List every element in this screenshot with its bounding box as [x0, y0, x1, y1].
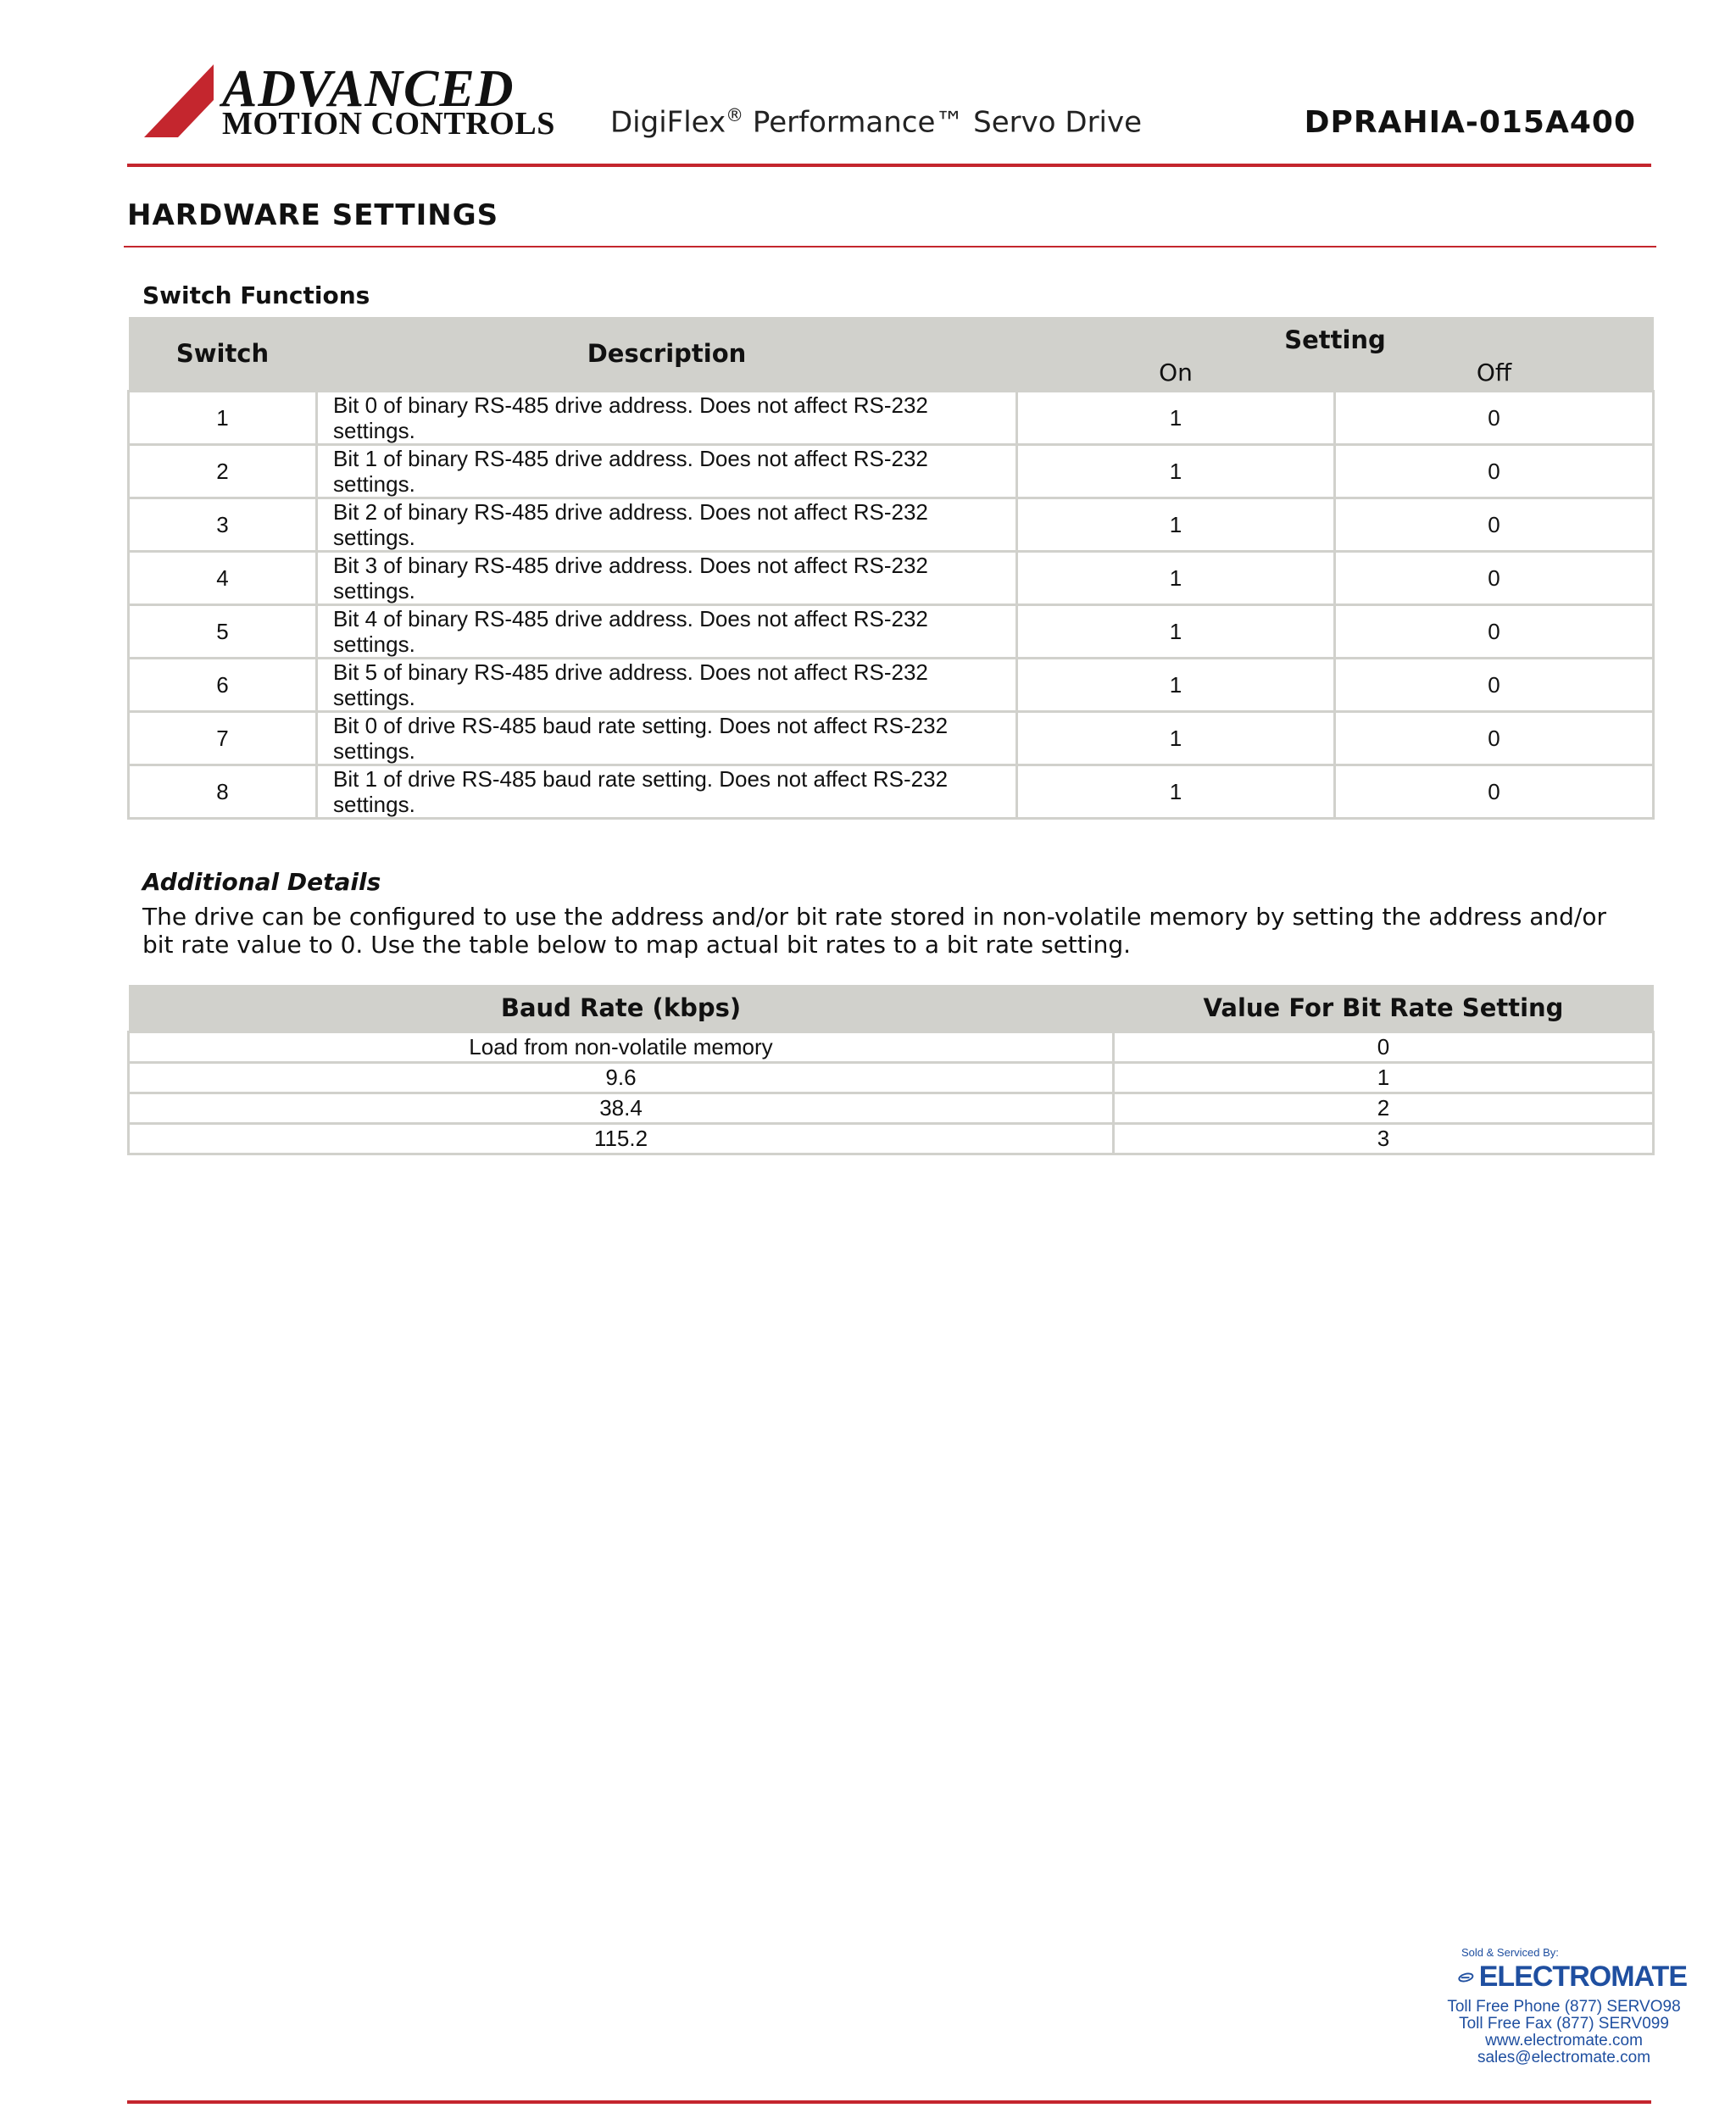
header-on: On	[1017, 354, 1335, 392]
electromate-logo-icon	[1458, 1964, 1474, 1991]
sold-by-label: Sold & Serviced By:	[1461, 1946, 1559, 1959]
switch-functions-title: Switch Functions	[142, 281, 370, 309]
baud-rate-table	[127, 985, 1652, 1155]
logo-triangle-icon	[144, 64, 220, 137]
switch-functions-table	[127, 317, 1652, 820]
header-divider	[127, 164, 1651, 167]
header-setting: Setting	[1017, 317, 1654, 354]
section-divider	[124, 246, 1656, 247]
part-number: DPRAHIA-015A400	[1304, 105, 1636, 140]
header-off: Off	[1335, 354, 1654, 392]
table-row: 115.2 3	[129, 1124, 1654, 1154]
product-name: DigiFlex® Performance™ Servo Drive	[610, 105, 1143, 140]
header-baud-rate: Baud Rate (kbps)	[129, 985, 1114, 1032]
logo-line2: MOTION CONTROLS	[222, 106, 555, 142]
email-link[interactable]: sales@electromate.com	[1477, 2049, 1651, 2066]
company-logo	[144, 60, 559, 142]
table-row: 3 Bit 2 of binary RS-485 drive address. Does not affect RS-232 settings. 1 0	[129, 498, 1654, 552]
table-row: 4 Bit 3 of binary RS-485 drive address. Does not affect RS-232 settings. 1 0	[129, 552, 1654, 605]
distributor-stamp	[1441, 1946, 1687, 2066]
table-row: 38.4 2	[129, 1093, 1654, 1124]
table-row: Load from non-volatile memory 0	[129, 1032, 1654, 1063]
header-description: Description	[317, 317, 1017, 392]
additional-details-text: The drive can be configured to use the address and/or bit rate stored in non-volatile memory by setting the address and/or bit rate value to 0. Use the table below to map actual bit rates to a bit rate setting.	[142, 903, 1606, 959]
header-bit-rate-value: Value For Bit Rate Setting	[1114, 985, 1654, 1032]
header-switch: Switch	[129, 317, 317, 392]
section-title: HARDWARE SETTINGS	[127, 198, 499, 232]
distributor-brand: ELECTROMATE	[1458, 1960, 1687, 1994]
website-link[interactable]: www.electromate.com	[1485, 2032, 1643, 2049]
additional-details-title: Additional Details	[142, 868, 381, 896]
table-row: 5 Bit 4 of binary RS-485 drive address. Does not affect RS-232 settings. 1 0	[129, 605, 1654, 659]
toll-free-fax: Toll Free Fax (877) SERV099	[1459, 2015, 1669, 2033]
table-row: 7 Bit 0 of drive RS-485 baud rate setting. Does not affect RS-232 settings. 1 0	[129, 712, 1654, 765]
table-row: 1 Bit 0 of binary RS-485 drive address. Does not affect RS-232 settings. 1 0	[129, 392, 1654, 445]
toll-free-phone: Toll Free Phone (877) SERVO98	[1447, 1998, 1681, 2016]
footer-divider	[127, 2100, 1651, 2104]
table-row: 6 Bit 5 of binary RS-485 drive address. Does not affect RS-232 settings. 1 0	[129, 659, 1654, 712]
table-row: 2 Bit 1 of binary RS-485 drive address. Does not affect RS-232 settings. 1 0	[129, 445, 1654, 498]
table-row: 8 Bit 1 of drive RS-485 baud rate setting. Does not affect RS-232 settings. 1 0	[129, 765, 1654, 819]
logo-line1: ADVANCED	[222, 60, 515, 118]
table-row: 9.6 1	[129, 1063, 1654, 1093]
